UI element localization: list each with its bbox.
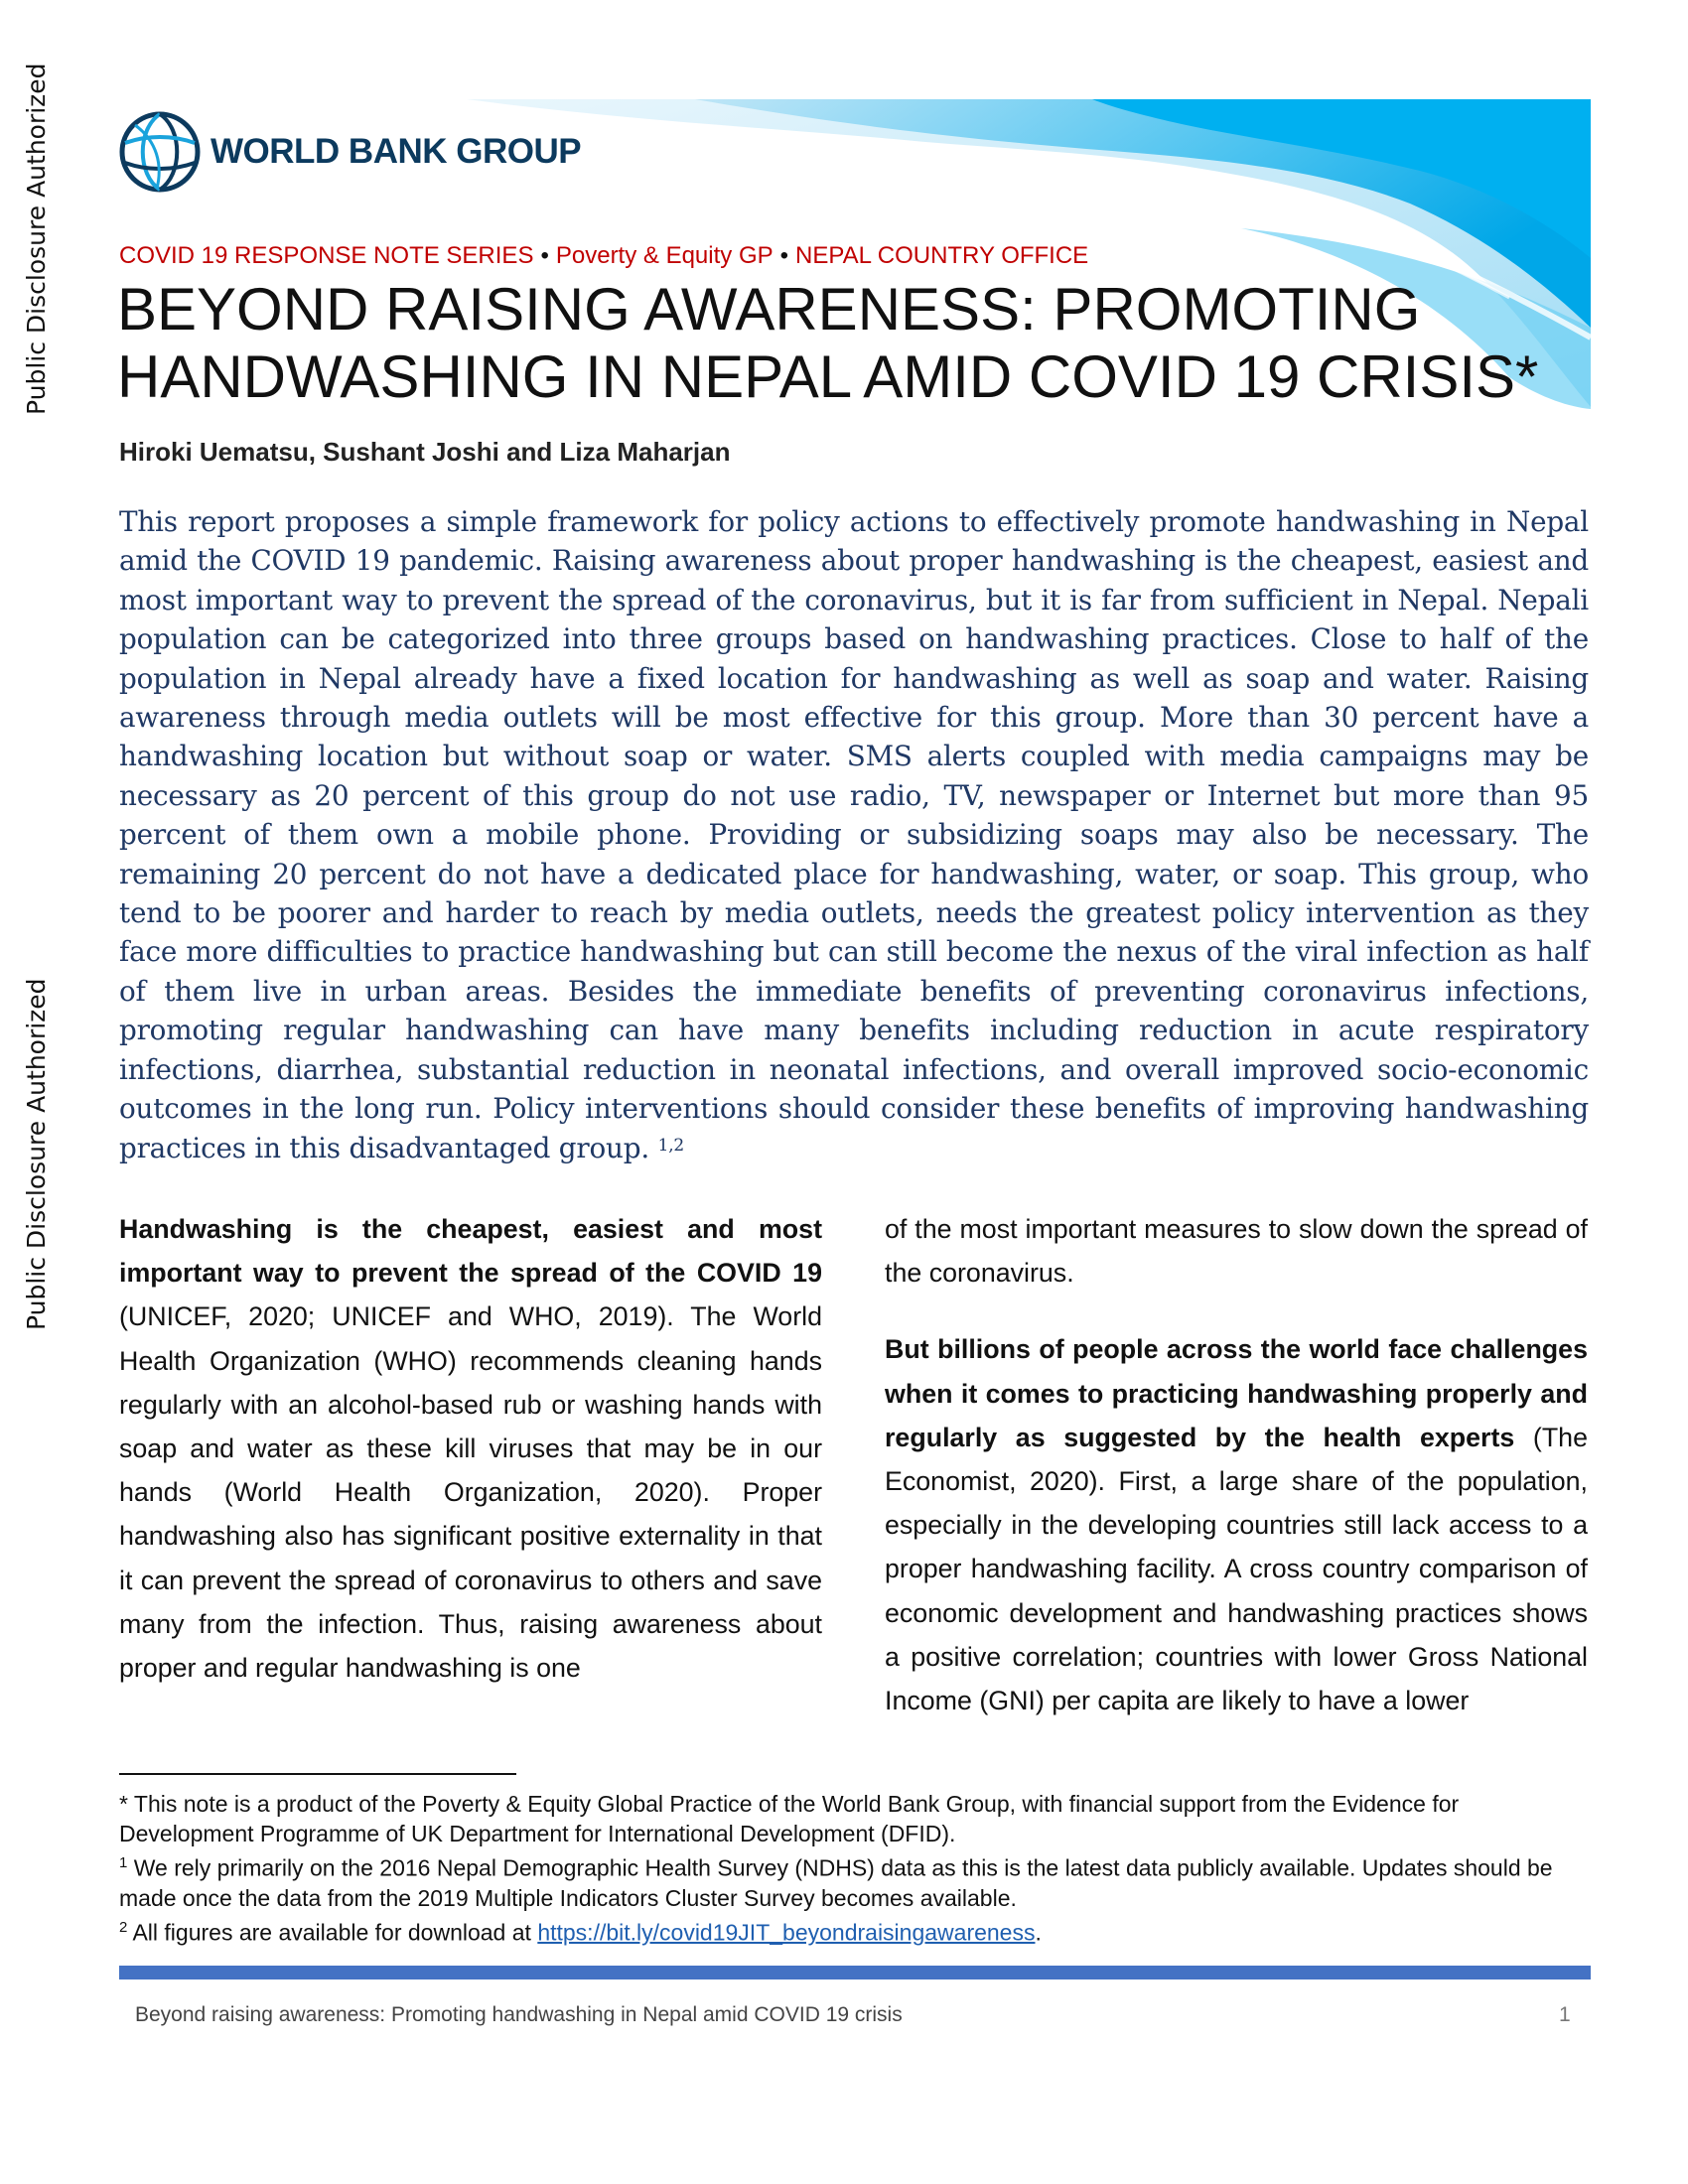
footnote-2 — [119, 1913, 1589, 1948]
title-line-2: HANDWASHING IN NEPAL AMID COVID 19 CRISIS* — [117, 343, 1539, 410]
footnotes — [119, 1789, 1589, 1947]
globe-icon — [117, 109, 203, 195]
page-number: 1 — [1559, 2003, 1571, 2026]
footnote-divider — [119, 1773, 516, 1775]
side-label-top: Public Disclosure Authorized — [22, 63, 51, 415]
world-bank-logo — [117, 109, 581, 195]
footnote-1-text: We rely primarily on the 2016 Nepal Demographic Health Survey (NDHS) data as this is the latest data publicly available. Updates should be made once the data from the 2019 Multiple Indicators Cluster Survey becomes available. — [119, 1854, 1553, 1911]
logo-wordmark: WORLD BANK GROUP — [211, 132, 582, 171]
footer-title: Beyond raising awareness: Promoting handwashing in Nepal amid COVID 19 crisis — [135, 2003, 903, 2026]
footnote-1 — [119, 1848, 1589, 1913]
side-label-bottom: Public Disclosure Authorized — [22, 978, 51, 1330]
footer-bar — [119, 1966, 1591, 1979]
separator: • — [779, 242, 789, 269]
office-name: NEPAL COUNTRY OFFICE — [795, 242, 1089, 269]
right-paragraph-2 — [885, 1327, 1588, 1722]
footnote-2-text: All figures are available for download at — [127, 1919, 538, 1946]
footnote-1-mark: 1 — [119, 1854, 128, 1871]
abstract — [119, 502, 1589, 1167]
body-left-column — [119, 1207, 822, 1690]
left-lead-bold: Handwashing is the cheapest, easiest and most important way to prevent the spread of the COVID 19 — [119, 1214, 822, 1289]
abstract-footnote-ref: 1,2 — [657, 1135, 685, 1156]
right-lead-bold: But billions of people across the world face challenges when it comes to practicing handwashing properly and regularly as suggested by the health experts — [885, 1334, 1588, 1452]
footnote-star: * This note is a product of the Poverty & Equity Global Practice of the World Bank Group, with financial support from the Evidence for Development Programme of UK Department for International Development (DFID). — [119, 1791, 1460, 1846]
right-body-text: (The Economist, 2020). First, a large share of the population, especially in the developing countries still lack access to a proper handwashing facility. A cross country comparison of economic development and handwashing practices shows a positive correlation; countries with lower Gross National Income (GNI) per capita are likely to have a lower — [885, 1422, 1588, 1716]
series-line — [119, 242, 1088, 270]
page-title — [117, 276, 1538, 411]
footnote-2-mark: 2 — [119, 1918, 128, 1936]
authors: Hiroki Uematsu, Sushant Joshi and Liza Maharjan — [119, 437, 731, 467]
left-paragraph — [119, 1207, 822, 1690]
abstract-text: This report proposes a simple framework for policy actions to effectively promote handwashing in Nepal amid the COVID 19 pandemic. Raising awareness about proper handwashing is the cheapest, easiest and most important way to prevent the spread of the coronavirus, but it is far from sufficient in Nepal. Nepali population can be categorized into three groups based on handwashing practices. Close to half of the population in Nepal already have a fixed location for handwashing as well as soap and water. Raising awareness through media outlets will be most effective for this group. More than 30 percent have a handwashing location but without soap or water. SMS alerts coupled with media campaigns may be necessary as 20 percent of this group do not use radio, TV, newspaper or Internet but more than 95 percent of them own a mobile phone. Providing or subsidizing soaps may also be necessary. The remaining 20 percent do not have a dedicated place for handwashing, water, or soap. This group, who tend to be poorer and harder to reach by media outlets, needs the greatest policy intervention as they face more difficulties to practice handwashing but can still become the nexus of the viral infection as half of them live in urban areas. Besides the immediate benefits of preventing coronavirus infections, promoting regular handwashing can have many benefits including reduction in acute respiratory infections, diarrhea, substantial reduction in neonatal infections, and overall improved socio-economic outcomes in the long run. Policy interventions should consider these benefits of improving handwashing practices in this disadvantaged group. — [119, 505, 1589, 1164]
figures-download-link[interactable]: https://bit.ly/covid19JIT_beyondraisingawareness — [537, 1919, 1036, 1946]
left-body-text: (UNICEF, 2020; UNICEF and WHO, 2019). The World Health Organization (WHO) recommends cleaning hands regularly with an alcohol-based rub or washing hands with soap and water as these kill viruses that may be in our hands (World Health Organization, 2020). Proper handwashing also has significant positive externality in that it can prevent the spread of coronavirus to others and save many from the infection. Thus, raising awareness about proper and regular handwashing is one — [119, 1301, 822, 1684]
title-line-1: BEYOND RAISING AWARENESS: PROMOTING — [117, 276, 1421, 342]
right-paragraph-1: of the most important measures to slow down the spread of the coronavirus. — [885, 1214, 1588, 1289]
series-name: COVID 19 RESPONSE NOTE SERIES — [119, 242, 534, 269]
practice-name: Poverty & Equity GP — [555, 242, 774, 269]
body-right-column — [885, 1207, 1588, 1722]
footnote-2-end: . — [1035, 1919, 1042, 1946]
separator: • — [540, 242, 549, 269]
